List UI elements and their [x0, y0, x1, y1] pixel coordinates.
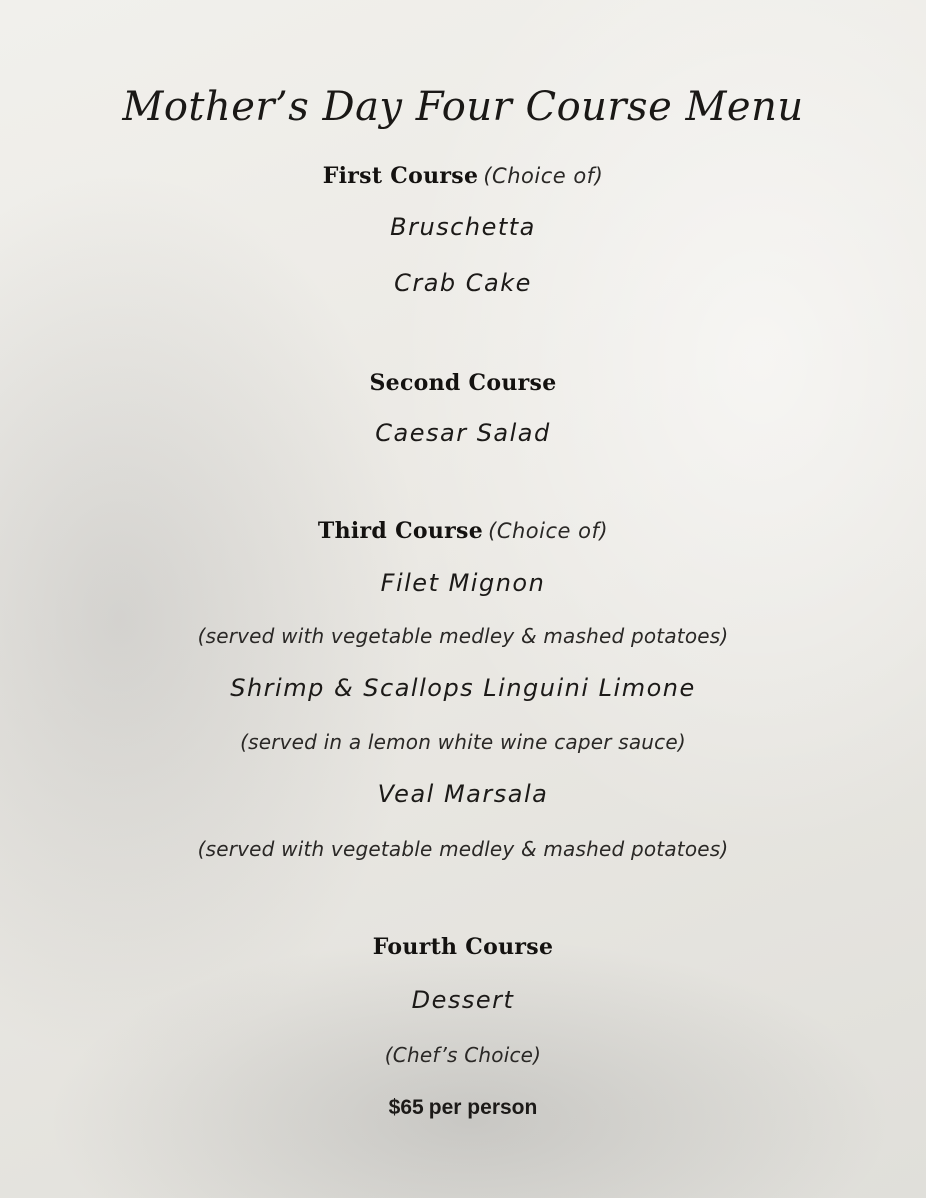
first-course-heading: First Course [322, 163, 479, 189]
third-course-choice-note: (Choice of) [488, 519, 609, 543]
menu-item-veal-marsala-description: (served with vegetable medley & mashed potatoes) [197, 837, 729, 861]
third-course-header [0, 518, 926, 544]
second-course-heading: Second Course [369, 370, 557, 396]
first-course-choice-note: (Choice of) [483, 164, 604, 188]
fourth-course-header [0, 934, 926, 960]
menu-item-filet-mignon-description: (served with vegetable medley & mashed potatoes) [197, 624, 729, 648]
first-course-header [0, 163, 926, 189]
menu-item-shrimp-scallops: Shrimp & Scallops Linguini Limone [230, 674, 696, 702]
dessert-chef-choice-note: (Chef’s Choice) [384, 1043, 542, 1067]
second-course-header [0, 370, 926, 396]
menu-item-caesar-salad: Caesar Salad [375, 419, 551, 447]
menu-item-filet-mignon: Filet Mignon [380, 569, 546, 597]
fourth-course-heading: Fourth Course [372, 934, 554, 960]
menu-title: Mother’s Day Four Course Menu [122, 84, 804, 130]
menu-item-veal-marsala: Veal Marsala [377, 780, 549, 808]
price-line [0, 1096, 926, 1120]
menu-item-bruschetta: Bruschetta [390, 213, 536, 241]
menu-item-crab-cake: Crab Cake [394, 269, 532, 297]
price-amount: $65 [388, 1096, 424, 1119]
menu-item-shrimp-scallops-description: (served in a lemon white wine caper sauce) [240, 730, 686, 754]
third-course-heading: Third Course [317, 518, 484, 544]
menu-item-dessert: Dessert [411, 986, 515, 1014]
price-unit: per person [428, 1096, 538, 1119]
